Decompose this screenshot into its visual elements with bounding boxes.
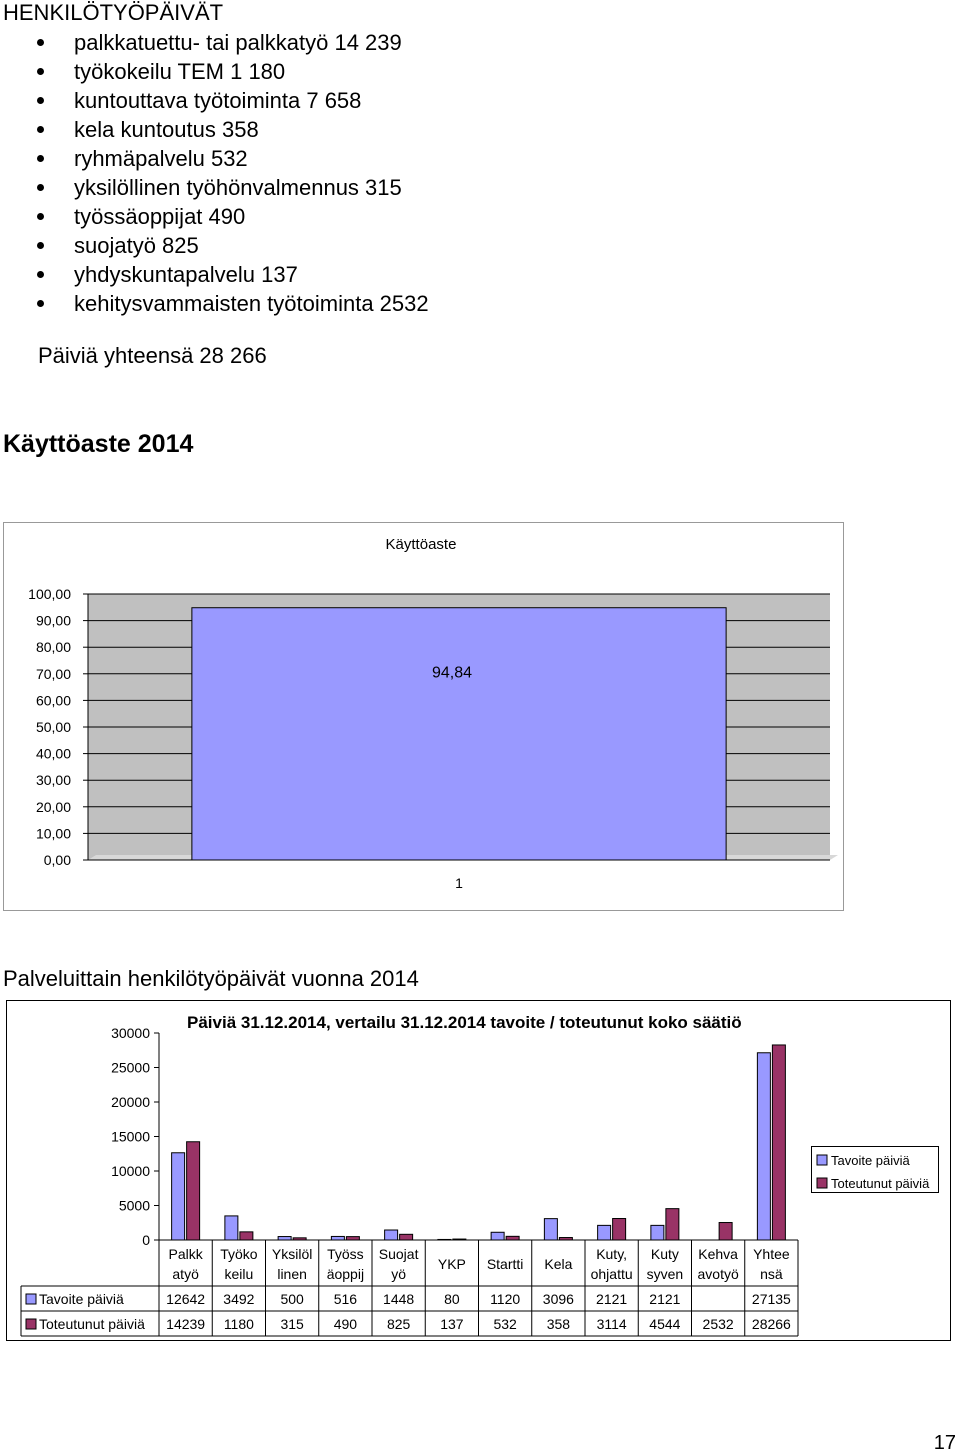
table-cell: 2532 [702, 1316, 734, 1332]
x-tick-label: Yksilöl [271, 1246, 313, 1262]
y-tick-label: 80,00 [35, 639, 71, 656]
y-tick-label: 10000 [111, 1163, 150, 1179]
bar [559, 1238, 572, 1240]
workday-list-item [0, 28, 429, 57]
chart-title: Käyttöaste [385, 536, 457, 553]
bar [772, 1045, 785, 1240]
table-cell: 1120 [490, 1291, 521, 1307]
chart-title: Päiviä 31.12.2014, vertailu 31.12.2014 tavoite / toteutunut koko säätiö [187, 1013, 742, 1032]
table-cell: 1448 [383, 1291, 415, 1307]
x-tick-label: avotyö [697, 1266, 739, 1282]
bar [438, 1239, 451, 1240]
workday-list-item [0, 231, 429, 260]
bar [172, 1153, 185, 1240]
workday-list-item [0, 86, 429, 115]
list-item-text: yhdyskuntapalvelu 137 [74, 262, 298, 287]
y-tick-label: 25000 [111, 1059, 150, 1076]
list-item-text: kela kuntoutus 358 [74, 117, 259, 142]
bar [613, 1219, 626, 1240]
x-tick-label: keilu [224, 1266, 254, 1282]
x-tick-label: Startti [486, 1256, 524, 1272]
y-tick-label: 0,00 [43, 852, 71, 868]
table-cell: 3492 [223, 1291, 255, 1307]
x-tick-label: syven [646, 1266, 684, 1282]
table-cell: 3114 [596, 1316, 627, 1332]
y-tick-label: 70,00 [35, 665, 71, 682]
x-tick-label: Kuty [650, 1246, 679, 1262]
list-item-text: palkkatuettu- tai palkkatyö 14 239 [74, 30, 402, 55]
table-cell: 500 [280, 1291, 304, 1307]
table-cell: 3096 [542, 1291, 574, 1307]
table-cell: 80 [444, 1291, 460, 1307]
workday-list-item [0, 260, 429, 289]
list-item-text: ryhmäpalvelu 532 [74, 146, 248, 171]
list-item-text: työkokeilu TEM 1 180 [74, 59, 286, 84]
table-cell: 2121 [649, 1291, 681, 1307]
bullet-icon [37, 184, 44, 191]
bullet-icon [37, 271, 44, 278]
x-tick-label: YKP [437, 1256, 466, 1272]
utilization-title: Käyttöaste 2014 [3, 430, 194, 458]
total-days: Päiviä yhteensä 28 266 [38, 343, 267, 368]
y-tick-label: 10,00 [35, 825, 71, 842]
x-tick-label: atyö [172, 1266, 199, 1282]
table-cell: 14239 [166, 1316, 206, 1332]
page-number: 17 [933, 1432, 956, 1454]
y-tick-label: 50,00 [35, 719, 71, 735]
y-tick-label: 0 [142, 1232, 150, 1248]
x-tick-label: äoppij [326, 1266, 365, 1282]
bar [331, 1236, 344, 1240]
legend-label: Toteutunut päiviä [831, 1176, 930, 1191]
bar [506, 1236, 519, 1240]
list-item-text: kehitysvammaisten työtoiminta 2532 [74, 291, 429, 316]
bar [400, 1234, 413, 1240]
workday-list-item [0, 115, 429, 144]
x-tick-label: linen [277, 1266, 307, 1282]
x-tick-label: Kela [544, 1256, 573, 1272]
x-tick-label: Työko [220, 1246, 258, 1262]
legend-key [817, 1155, 827, 1165]
bar [453, 1239, 466, 1240]
bar [651, 1225, 664, 1240]
table-row-label: Tavoite päiviä [39, 1291, 124, 1307]
table-cell: 1180 [223, 1316, 254, 1332]
table-cell: 12642 [166, 1291, 206, 1307]
bar [719, 1223, 732, 1240]
page-heading: HENKILÖTYÖPÄIVÄT [3, 0, 224, 25]
bullet-icon [37, 68, 44, 75]
table-cell: 825 [386, 1316, 411, 1332]
bar [666, 1209, 679, 1240]
y-tick-label: 60,00 [35, 692, 71, 709]
x-tick-label: yö [391, 1266, 407, 1282]
table-cell: 27135 [751, 1291, 791, 1307]
bullet-icon [37, 39, 44, 46]
workday-list-item [0, 144, 429, 173]
table-cell: 137 [440, 1316, 464, 1332]
list-item-text: työssäoppijat 490 [74, 204, 246, 229]
bullet-icon [37, 97, 44, 104]
table-cell: 532 [493, 1316, 517, 1332]
y-tick-label: 20,00 [35, 798, 71, 815]
bar [293, 1238, 306, 1240]
table-cell: 4544 [649, 1316, 681, 1332]
bar [225, 1216, 238, 1240]
y-tick-label: 40,00 [35, 745, 71, 762]
bullet-icon [37, 126, 44, 133]
table-row-label: Toteutunut päiviä [39, 1316, 145, 1332]
y-tick-label: 30000 [111, 1025, 150, 1041]
bar [346, 1237, 359, 1240]
workday-list-item [0, 289, 429, 318]
table-cell: 516 [333, 1291, 358, 1307]
bullet-icon [37, 213, 44, 220]
x-tick-label: nsä [760, 1266, 783, 1282]
service-days-chart [6, 1000, 952, 1342]
x-tick-label: ohjattu [590, 1266, 633, 1282]
workday-list-item [0, 173, 429, 202]
legend-label: Tavoite päiviä [831, 1153, 910, 1168]
legend-key [817, 1178, 827, 1188]
legend-key [26, 1294, 36, 1304]
workday-list-item [0, 202, 429, 231]
bullet-icon [37, 155, 44, 162]
bar [187, 1142, 200, 1240]
y-tick-label: 5000 [118, 1197, 150, 1214]
table-cell: 315 [280, 1316, 304, 1332]
bar [544, 1219, 557, 1240]
y-tick-label: 20000 [111, 1094, 150, 1110]
bullet-icon [37, 300, 44, 307]
table-cell: 2121 [596, 1291, 628, 1307]
bar [240, 1232, 253, 1240]
bar [757, 1053, 770, 1240]
bar [491, 1232, 504, 1240]
bar [385, 1230, 398, 1240]
bar [598, 1225, 611, 1240]
data-label: 94,84 [431, 664, 473, 682]
x-tick-label: Työss [327, 1246, 364, 1262]
x-tick-label: Yhtee [753, 1246, 790, 1262]
x-tick-label: 1 [455, 875, 463, 891]
table-cell: 358 [546, 1316, 571, 1332]
list-item-text: yksilöllinen työhönvalmennus 315 [74, 175, 402, 200]
list-item-text: kuntouttava työtoiminta 7 658 [74, 88, 362, 113]
y-tick-label: 100,00 [28, 586, 71, 602]
bar [278, 1237, 291, 1240]
y-tick-label: 15000 [111, 1128, 150, 1145]
x-tick-label: Kehva [698, 1246, 738, 1262]
service-days-title: Palveluittain henkilötyöpäivät vuonna 2014 [3, 966, 419, 991]
legend-key [26, 1319, 36, 1329]
y-tick-label: 30,00 [35, 772, 71, 789]
list-item-text: suojatyö 825 [74, 233, 199, 258]
x-tick-label: Suojat [378, 1246, 419, 1262]
x-tick-label: Kuty, [596, 1246, 628, 1262]
bullet-icon [37, 242, 44, 249]
table-cell: 490 [333, 1316, 358, 1332]
workday-list-item [0, 57, 429, 86]
utilization-chart [3, 522, 845, 912]
table-cell: 28266 [751, 1316, 791, 1332]
bar [192, 608, 726, 860]
workday-list [0, 28, 429, 318]
y-tick-label: 90,00 [35, 612, 71, 629]
x-tick-label: Palkk [168, 1246, 203, 1262]
